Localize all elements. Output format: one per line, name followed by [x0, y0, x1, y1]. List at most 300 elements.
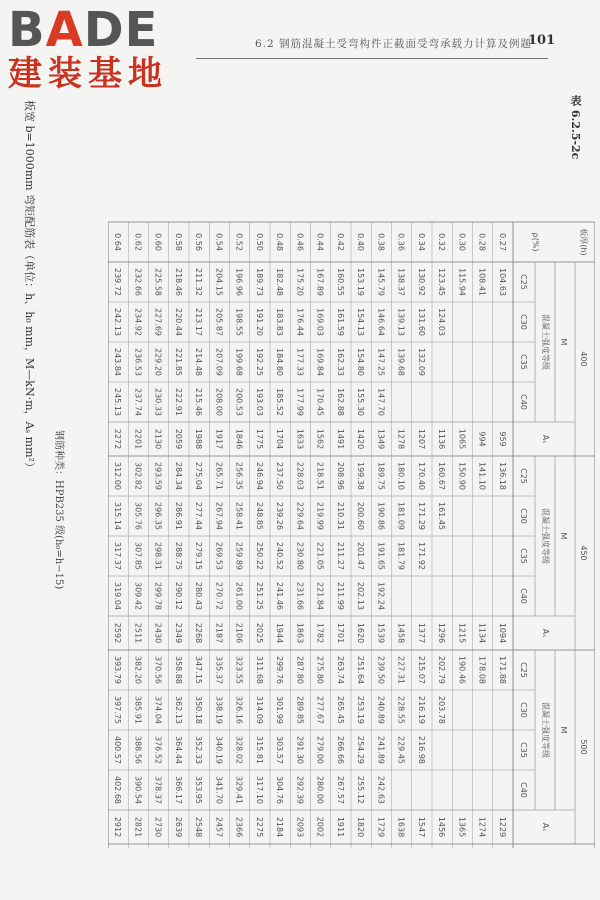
cell-moment: 213.17	[194, 308, 204, 336]
cell-moment: 251.64	[356, 656, 366, 684]
cell-moment: 329.41	[234, 776, 244, 804]
cell-moment: 108.41	[477, 268, 487, 296]
cell-moment: 289.85	[295, 696, 305, 724]
cell-moment: 242.63	[376, 776, 386, 804]
cell-moment: 400.57	[113, 736, 123, 764]
cell-moment: 198.55	[234, 308, 244, 336]
cell-moment: 280.43	[194, 582, 204, 610]
cell-moment: 177.99	[295, 388, 305, 416]
cell-moment: 266.66	[335, 736, 345, 764]
cell-moment: 288.75	[173, 542, 183, 570]
cell-moment: 352.33	[194, 736, 204, 764]
cell-moment: 370.56	[153, 656, 163, 684]
cell-moment: 388.56	[133, 736, 143, 764]
cell-As: 1704	[275, 428, 285, 450]
cell-moment: 203.78	[437, 696, 447, 724]
cell-moment: 214.48	[194, 348, 204, 376]
cell-moment: 123.45	[437, 268, 447, 296]
cell-As: 1215	[457, 622, 467, 644]
table-subcaption: 钢筋种类：HPB235 级(h₀=h−15)	[53, 430, 64, 590]
cell-moment: 267.57	[335, 776, 345, 804]
cell-As: 959	[497, 431, 507, 447]
cell-moment: 340.19	[214, 736, 224, 764]
cell-moment: 236.53	[133, 348, 143, 376]
header-rule	[196, 58, 548, 59]
table-id: 表 6.2.5-2c	[569, 95, 582, 160]
header-rho: ρ(%)	[531, 232, 540, 252]
cell-moment: 228.03	[295, 462, 305, 490]
cell-moment: 160.67	[437, 462, 447, 490]
cell-moment: 191.65	[376, 542, 386, 570]
cell-rho: 0.32	[437, 233, 447, 251]
cell-As: 2275	[254, 816, 264, 838]
header-M: M	[559, 726, 568, 734]
cell-rho: 0.27	[497, 233, 507, 251]
cell-moment: 193.03	[254, 388, 264, 416]
cell-moment: 241.89	[376, 736, 386, 764]
cell-moment: 312.00	[113, 462, 123, 490]
cell-As: 2639	[173, 816, 183, 838]
cell-moment: 393.79	[113, 656, 123, 684]
cell-moment: 230.80	[295, 542, 305, 570]
cell-moment: 267.94	[214, 502, 224, 530]
header-grade-c40: C40	[519, 782, 528, 798]
logo-chinese: 建装基地	[8, 54, 168, 94]
cell-moment: 229.45	[396, 736, 406, 764]
cell-moment: 201.47	[356, 542, 366, 570]
cell-As: 1638	[396, 816, 406, 838]
cell-moment: 191.20	[254, 308, 264, 336]
cell-moment: 190.86	[376, 502, 386, 530]
cell-moment: 160.55	[335, 268, 345, 296]
cell-As: 1296	[437, 622, 447, 644]
cell-moment: 239.50	[376, 656, 386, 684]
cell-moment: 286.91	[173, 502, 183, 530]
cell-moment: 200.60	[356, 502, 366, 530]
header-grade-c25: C25	[519, 468, 528, 484]
cell-As: 2184	[275, 816, 285, 838]
cell-rho: 0.54	[214, 233, 224, 251]
cell-moment: 256.35	[234, 462, 244, 490]
cell-rho: 0.48	[275, 233, 285, 251]
cell-moment: 366.17	[173, 776, 183, 804]
cell-moment: 222.91	[173, 388, 183, 416]
cell-rho: 0.50	[254, 233, 264, 251]
header-grade-c25: C25	[519, 274, 528, 290]
header-grade-c40: C40	[519, 394, 528, 410]
cell-moment: 230.33	[153, 388, 163, 416]
cell-moment: 171.88	[497, 656, 507, 684]
cell-moment: 293.59	[153, 462, 163, 490]
header-As: Aₛ	[541, 822, 550, 832]
cell-moment: 176.44	[295, 308, 305, 336]
cell-moment: 296.35	[153, 502, 163, 530]
cell-moment: 169.03	[315, 308, 325, 336]
header-grade-c40: C40	[519, 588, 528, 604]
cell-moment: 353.95	[194, 776, 204, 804]
page-number: 101	[528, 33, 556, 48]
cell-moment: 147.70	[376, 388, 386, 416]
cell-moment: 284.34	[173, 462, 183, 490]
cell-moment: 303.57	[275, 736, 285, 764]
cell-moment: 161.45	[437, 502, 447, 530]
cell-moment: 154.80	[356, 348, 366, 376]
cell-moment: 239.72	[113, 268, 123, 296]
cell-moment: 162.33	[335, 348, 345, 376]
cell-moment: 246.94	[254, 462, 264, 490]
cell-As: 2272	[113, 428, 123, 450]
cell-moment: 170.45	[315, 388, 325, 416]
cell-rho: 0.38	[376, 233, 386, 251]
cell-moment: 154.13	[356, 308, 366, 336]
cell-moment: 181.09	[396, 502, 406, 530]
cell-moment: 228.55	[396, 696, 406, 724]
cell-moment: 190.46	[457, 656, 467, 684]
cell-moment: 299.76	[275, 656, 285, 684]
cell-As: 1820	[356, 816, 366, 838]
header-As: Aₛ	[541, 628, 550, 638]
cell-moment: 211.27	[335, 542, 345, 570]
cell-moment: 328.02	[234, 736, 244, 764]
cell-moment: 258.41	[234, 502, 244, 530]
cell-As: 2430	[153, 622, 163, 644]
cell-moment: 215.46	[194, 388, 204, 416]
cell-As: 1229	[497, 816, 507, 838]
cell-As: 1274	[477, 816, 487, 838]
cell-moment: 139.68	[396, 348, 406, 376]
cell-moment: 180.10	[396, 462, 406, 490]
cell-As: 1458	[396, 622, 406, 644]
cell-moment: 219.99	[315, 502, 325, 530]
cell-moment: 104.63	[497, 268, 507, 296]
cell-moment: 304.76	[275, 776, 285, 804]
cell-As: 2912	[113, 816, 123, 838]
header-thickness: 板厚(h)	[579, 228, 588, 256]
cell-As: 2821	[133, 816, 143, 838]
cell-moment: 237.74	[133, 388, 143, 416]
header-M: M	[559, 532, 568, 540]
cell-moment: 207.09	[214, 348, 224, 376]
cell-moment: 210.31	[335, 502, 345, 530]
cell-moment: 162.88	[335, 388, 345, 416]
cell-moment: 382.20	[133, 656, 143, 684]
cell-As: 1539	[376, 622, 386, 644]
header-grade: 混凝土强度等级	[541, 508, 550, 564]
cell-As: 1065	[457, 428, 467, 450]
cell-moment: 178.08	[477, 656, 487, 684]
cell-moment: 150.90	[457, 462, 467, 490]
cell-As: 994	[477, 431, 487, 447]
cell-moment: 250.22	[254, 542, 264, 570]
cell-moment: 261.00	[234, 582, 244, 610]
cell-As: 1701	[335, 622, 345, 644]
header-grade: 混凝土强度等级	[541, 702, 550, 758]
cell-moment: 153.19	[356, 268, 366, 296]
cell-moment: 397.75	[113, 696, 123, 724]
cell-moment: 161.59	[335, 308, 345, 336]
cell-moment: 221.05	[315, 542, 325, 570]
cell-moment: 311.68	[254, 656, 264, 684]
cell-moment: 218.46	[173, 268, 183, 296]
cell-moment: 146.64	[376, 308, 386, 336]
header-h-value: 400	[579, 351, 588, 367]
cell-moment: 177.33	[295, 348, 305, 376]
cell-moment: 319.04	[113, 582, 123, 610]
cell-moment: 181.79	[396, 542, 406, 570]
cell-moment: 307.85	[133, 542, 143, 570]
cell-moment: 335.37	[214, 656, 224, 684]
cell-rho: 0.58	[173, 233, 183, 251]
brand-logo	[8, 2, 183, 94]
cell-As: 1729	[376, 816, 386, 838]
cell-As: 1278	[396, 428, 406, 450]
cell-moment: 350.18	[194, 696, 204, 724]
cell-moment: 225.58	[153, 268, 163, 296]
cell-rho: 0.36	[396, 233, 406, 251]
cell-moment: 221.85	[173, 348, 183, 376]
cell-moment: 277.44	[194, 502, 204, 530]
cell-As: 1094	[497, 622, 507, 644]
cell-moment: 182.48	[275, 268, 285, 296]
cell-moment: 200.53	[234, 388, 244, 416]
cell-As: 1988	[194, 428, 204, 450]
cell-As: 1547	[416, 816, 426, 838]
cell-rho: 0.52	[234, 233, 244, 251]
cell-moment: 234.92	[133, 308, 143, 336]
cell-moment: 374.04	[153, 696, 163, 724]
cell-moment: 341.70	[214, 776, 224, 804]
cell-rho: 0.62	[133, 233, 143, 251]
cell-moment: 402.68	[113, 776, 123, 804]
cell-moment: 255.12	[356, 776, 366, 804]
header-M: M	[559, 338, 568, 346]
cell-moment: 291.30	[295, 736, 305, 764]
cell-moment: 231.66	[295, 582, 305, 610]
cell-As: 2457	[214, 816, 224, 838]
cell-moment: 220.44	[173, 308, 183, 336]
header-grade-c30: C30	[519, 702, 528, 718]
cell-moment: 299.78	[153, 582, 163, 610]
cell-moment: 302.82	[133, 462, 143, 490]
cell-As: 1491	[335, 428, 345, 450]
header-h-value: 500	[579, 739, 588, 755]
cell-As: 2187	[214, 622, 224, 644]
cell-As: 2511	[133, 622, 143, 644]
cell-moment: 221.84	[315, 582, 325, 610]
cell-moment: 208.96	[335, 462, 345, 490]
cell-moment: 277.67	[315, 696, 325, 724]
cell-moment: 211.32	[194, 268, 204, 296]
cell-moment: 280.00	[315, 776, 325, 804]
cell-moment: 279.15	[194, 542, 204, 570]
cell-rho: 0.28	[477, 233, 487, 251]
cell-moment: 263.74	[335, 656, 345, 684]
cell-moment: 229.20	[153, 348, 163, 376]
header-grade-c25: C25	[519, 662, 528, 678]
cell-moment: 317.10	[254, 776, 264, 804]
cell-rho: 0.30	[457, 233, 467, 251]
cell-moment: 248.85	[254, 502, 264, 530]
cell-moment: 131.60	[416, 308, 426, 336]
cell-moment: 254.29	[356, 736, 366, 764]
cell-As: 1846	[234, 428, 244, 450]
cell-rho: 0.64	[113, 233, 123, 251]
cell-moment: 240.89	[376, 696, 386, 724]
cell-moment: 323.55	[234, 656, 244, 684]
cell-moment: 362.13	[173, 696, 183, 724]
cell-moment: 136.18	[497, 462, 507, 490]
cell-moment: 189.75	[376, 462, 386, 490]
logo-wordmark: BADE	[8, 2, 159, 58]
cell-moment: 205.87	[214, 308, 224, 336]
cell-moment: 171.92	[416, 542, 426, 570]
cell-moment: 265.71	[214, 462, 224, 490]
cell-rho: 0.40	[356, 233, 366, 251]
cell-moment: 208.00	[214, 388, 224, 416]
cell-moment: 305.76	[133, 502, 143, 530]
cell-moment: 287.80	[295, 656, 305, 684]
cell-As: 1134	[477, 622, 487, 644]
cell-As: 2366	[234, 816, 244, 838]
cell-moment: 141.10	[477, 462, 487, 490]
cell-moment: 314.09	[254, 696, 264, 724]
header-grade: 混凝土强度等级	[541, 314, 550, 370]
cell-As: 1420	[356, 428, 366, 450]
cell-moment: 130.92	[416, 268, 426, 296]
cell-moment: 211.99	[335, 582, 345, 610]
header-grade-c30: C30	[519, 508, 528, 524]
cell-moment: 347.15	[194, 656, 204, 684]
cell-moment: 309.42	[133, 582, 143, 610]
cell-moment: 115.94	[457, 268, 467, 296]
cell-As: 1136	[437, 428, 447, 450]
cell-moment: 216.19	[416, 696, 426, 724]
cell-moment: 175.20	[295, 268, 305, 296]
cell-moment: 204.15	[214, 268, 224, 296]
cell-As: 2349	[173, 622, 183, 644]
cell-rho: 0.60	[153, 233, 163, 251]
cell-moment: 290.12	[173, 582, 183, 610]
cell-moment: 192.24	[376, 582, 386, 610]
cell-As: 2548	[194, 816, 204, 838]
cell-moment: 184.80	[275, 348, 285, 376]
cell-As: 1633	[295, 428, 305, 450]
cell-moment: 364.44	[173, 736, 183, 764]
cell-rho: 0.34	[416, 233, 426, 251]
cell-As: 1562	[315, 428, 325, 450]
cell-moment: 169.84	[315, 348, 325, 376]
cell-As: 2268	[194, 622, 204, 644]
running-head: 6.2 钢筋混凝土受弯构件正截面受弯承载力计算及例题	[255, 38, 533, 50]
cell-moment: 301.99	[275, 696, 285, 724]
cell-moment: 145.79	[376, 268, 386, 296]
cell-rho: 0.46	[295, 233, 305, 251]
cell-moment: 215.07	[416, 656, 426, 684]
cell-rho: 0.44	[315, 233, 325, 251]
cell-moment: 275.80	[315, 656, 325, 684]
cell-moment: 241.46	[275, 582, 285, 610]
cell-moment: 298.31	[153, 542, 163, 570]
cell-moment: 185.52	[275, 388, 285, 416]
cell-As: 2106	[234, 622, 244, 644]
cell-moment: 315.14	[113, 502, 123, 530]
cell-moment: 183.83	[275, 308, 285, 336]
cell-moment: 390.54	[133, 776, 143, 804]
cell-As: 2059	[173, 428, 183, 450]
header-As: Aₛ	[541, 434, 550, 444]
cell-As: 2201	[133, 428, 143, 450]
cell-moment: 292.39	[295, 776, 305, 804]
cell-moment: 338.19	[214, 696, 224, 724]
cell-moment: 245.13	[113, 388, 123, 416]
cell-moment: 251.25	[254, 582, 264, 610]
cell-moment: 170.40	[416, 462, 426, 490]
cell-As: 2730	[153, 816, 163, 838]
cell-moment: 265.45	[335, 696, 345, 724]
cell-moment: 269.53	[214, 542, 224, 570]
cell-moment: 202.79	[437, 656, 447, 684]
header-grade-c30: C30	[519, 314, 528, 330]
cell-As: 1207	[416, 428, 426, 450]
cell-moment: 259.89	[234, 542, 244, 570]
cell-moment: 227.69	[153, 308, 163, 336]
cell-moment: 378.37	[153, 776, 163, 804]
cell-As: 1917	[214, 428, 224, 450]
cell-As: 2093	[295, 816, 305, 838]
cell-moment: 242.13	[113, 308, 123, 336]
cell-moment: 192.25	[254, 348, 264, 376]
cell-As: 1863	[295, 622, 305, 644]
cell-moment: 167.89	[315, 268, 325, 296]
cell-moment: 270.72	[214, 582, 224, 610]
cell-As: 1911	[335, 816, 345, 838]
cell-As: 2592	[113, 622, 123, 644]
cell-moment: 326.16	[234, 696, 244, 724]
cell-moment: 229.64	[295, 502, 305, 530]
cell-As: 1775	[254, 428, 264, 450]
cell-As: 1377	[416, 622, 426, 644]
cell-As: 2025	[254, 622, 264, 644]
table-caption: 板宽 b=1000mm 弯矩配筋表（单位：h、h₀ mm，M—kN·m，Aₛ mm²）	[23, 100, 36, 473]
header-grade-c35: C35	[519, 354, 528, 370]
cell-moment: 227.31	[396, 656, 406, 684]
cell-moment: 147.25	[376, 348, 386, 376]
cell-moment: 218.51	[315, 462, 325, 490]
cell-moment: 202.13	[356, 582, 366, 610]
header-grade-c35: C35	[519, 548, 528, 564]
cell-As: 2130	[153, 428, 163, 450]
header-grade-c35: C35	[519, 742, 528, 758]
cell-moment: 139.13	[396, 308, 406, 336]
cell-As: 1349	[376, 428, 386, 450]
cell-moment: 171.29	[416, 502, 426, 530]
cell-moment: 385.91	[133, 696, 143, 724]
cell-moment: 240.52	[275, 542, 285, 570]
cell-moment: 155.30	[356, 388, 366, 416]
cell-rho: 0.56	[194, 233, 204, 251]
cell-As: 1456	[437, 816, 447, 838]
cell-moment: 199.68	[234, 348, 244, 376]
cell-moment: 376.52	[153, 736, 163, 764]
cell-moment: 237.50	[275, 462, 285, 490]
cell-moment: 253.19	[356, 696, 366, 724]
cell-moment: 279.00	[315, 736, 325, 764]
cell-moment: 232.66	[133, 268, 143, 296]
cell-moment: 124.03	[437, 308, 447, 336]
table-grid	[108, 88, 595, 848]
cell-moment: 189.73	[254, 268, 264, 296]
cell-As: 1944	[275, 622, 285, 644]
